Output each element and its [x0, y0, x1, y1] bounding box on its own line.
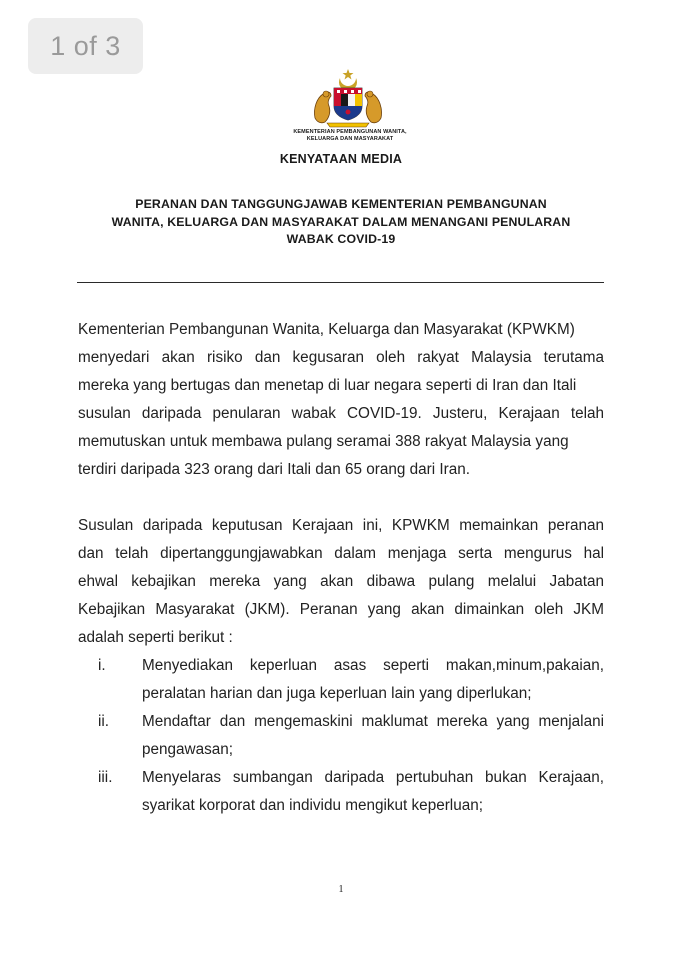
list-item: [78, 708, 604, 764]
text-line: Kementerian Pembangunan Wanita, Keluarga dan Masyarakat (KPWKM): [78, 321, 575, 338]
list-item-number: iii.: [98, 769, 113, 786]
list-item-number: i.: [98, 657, 106, 674]
text-line: Susulan daripada keputusan Kerajaan ini, KPWKM memainkan peranan: [78, 517, 604, 534]
text-line: ehwal kebajikan mereka yang akan dibawa pulang melalui Jabatan: [78, 573, 604, 590]
list-item-number: ii.: [98, 713, 110, 730]
text-line: terdiri daripada 323 orang dari Itali dan 65 orang dari Iran.: [78, 461, 471, 478]
ministry-name: [270, 129, 430, 143]
headline-line: WANITA, KELUARGA DAN MASYARAKAT DALAM MENANGANI PENULARAN: [111, 214, 571, 229]
list-item-line: Menyelaras sumbangan daripada pertubuhan bukan Kerajaan,: [142, 769, 604, 786]
document-label: KENYATAAN MEDIA: [279, 152, 403, 166]
paragraph-1: [78, 316, 604, 484]
ministry-name-line: KEMENTERIAN PEMBANGUNAN WANITA,: [293, 129, 407, 135]
ministry-name-line: KELUARGA DAN MASYARAKAT: [306, 136, 394, 142]
role-list: [78, 652, 604, 820]
text-line: susulan daripada penularan wabak COVID-19. Justeru, Kerajaan telah: [78, 405, 604, 422]
page-indicator: 1 of 3: [28, 18, 143, 74]
page-number: 1: [338, 884, 344, 895]
document-headline: [80, 196, 602, 249]
text-line: adalah seperti berikut :: [78, 629, 233, 646]
list-item-line: pengawasan;: [142, 741, 234, 758]
coat-of-arms-logo: [309, 68, 387, 130]
headline-line: WABAK COVID-19: [286, 232, 396, 246]
text-line: dan telah dipertanggungjawabkan dalam menjaga serta mengurus hal: [78, 545, 604, 562]
list-item: [78, 764, 604, 820]
divider-line: [77, 282, 604, 283]
text-line: menyedari akan risiko dan kegusaran oleh rakyat Malaysia terutama: [78, 349, 604, 366]
list-item: [78, 652, 604, 708]
list-item-line: syarikat korporat dan individu mengikut keperluan;: [142, 797, 483, 814]
list-item-line: peralatan harian dan juga keperluan lain yang diperlukan;: [142, 685, 532, 702]
headline-line: PERANAN DAN TANGGUNGJAWAB KEMENTERIAN PEMBANGUNAN: [135, 197, 547, 211]
list-item-line: Menyediakan keperluan asas seperti makan,minum,pakaian,: [142, 657, 604, 674]
list-item-line: Mendaftar dan mengemaskini maklumat mereka yang menjalani: [142, 713, 604, 730]
text-line: memutuskan untuk membawa pulang seramai 388 rakyat Malaysia yang: [78, 433, 569, 450]
text-line: Kebajikan Masyarakat (JKM). Peranan yang akan dimainkan oleh JKM: [78, 601, 604, 618]
text-line: mereka yang bertugas dan menetap di luar negara seperti di Iran dan Itali: [78, 377, 577, 394]
paragraph-2: [78, 512, 604, 652]
